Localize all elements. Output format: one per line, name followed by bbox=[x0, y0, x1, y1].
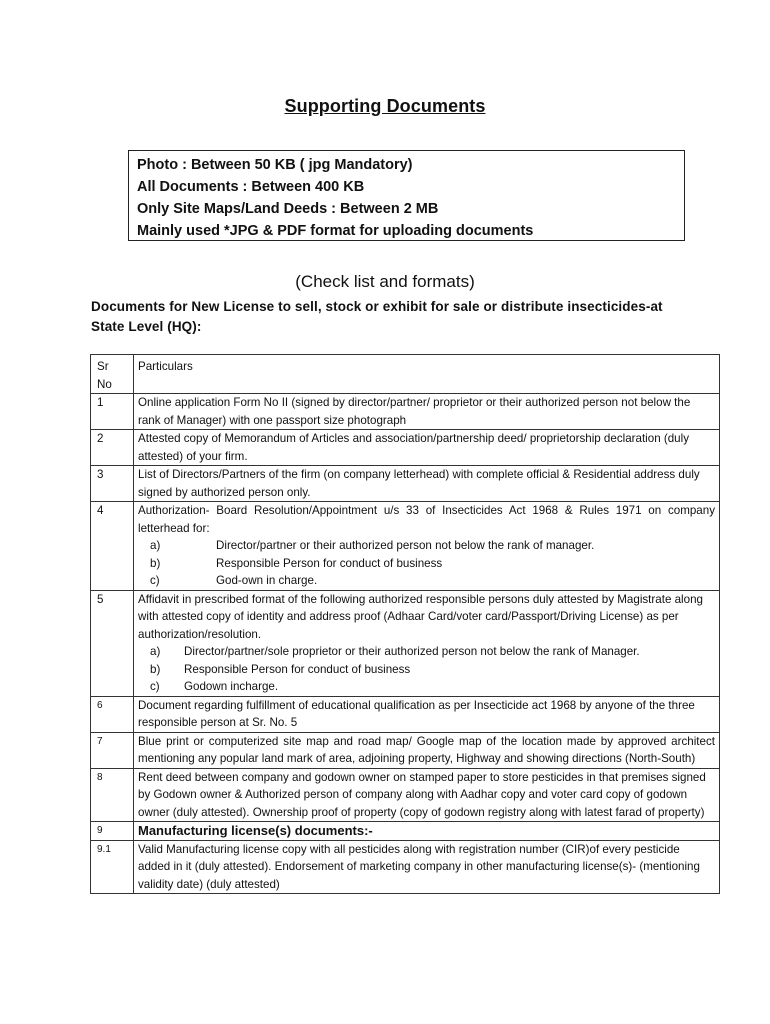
row-sr: 8 bbox=[91, 768, 134, 822]
sub-item bbox=[138, 555, 715, 573]
sub-item bbox=[138, 678, 715, 696]
sub-item-text: Director/partner or their authorized person not below the rank of manager. bbox=[216, 539, 595, 552]
row-text: Authorization- Board Resolution/Appointment u/s 33 of Insecticides Act 1968 & Rules 1971 on company letterhead for: bbox=[138, 504, 715, 535]
sub-item bbox=[138, 537, 715, 555]
documents-checklist-table bbox=[90, 354, 720, 894]
table-header-row bbox=[91, 355, 720, 394]
table-row bbox=[91, 430, 720, 466]
row-particulars: Manufacturing license(s) documents:- bbox=[134, 822, 720, 841]
row-text: Affidavit in prescribed format of the following authorized responsible persons duly attested by Magistrate along with attested copy of identity and address proof (Adhaar Card/voter card/Passport/Driving License) as per authorization/resolution. bbox=[138, 592, 703, 641]
sub-item-key: a) bbox=[150, 539, 161, 552]
row-sr: 9 bbox=[91, 822, 134, 841]
row-sr: 4 bbox=[91, 502, 134, 591]
header-sr-no-text: Sr No bbox=[97, 360, 112, 391]
sub-item-key: a) bbox=[150, 645, 161, 658]
row-sr: 7 bbox=[91, 732, 134, 768]
row-sr: 6 bbox=[91, 696, 134, 732]
row-particulars bbox=[134, 590, 720, 696]
header-particulars-text: Particulars bbox=[138, 360, 193, 373]
row-sr: 1 bbox=[91, 394, 134, 430]
row-particulars: List of Directors/Partners of the firm (on company letterhead) with complete official & Residential address duly signed by authorized person only. bbox=[134, 466, 720, 502]
checklist-subtitle: (Check list and formats) bbox=[295, 272, 475, 291]
sub-item-text: Godown incharge. bbox=[184, 680, 279, 693]
header-particulars bbox=[134, 355, 720, 394]
table-row bbox=[91, 394, 720, 430]
row-particulars: Document regarding fulfillment of educational qualification as per Insecticide act 1968 by anyone of the three responsible person at Sr. No. 5 bbox=[134, 696, 720, 732]
header-sr-no bbox=[91, 355, 134, 394]
photo-size-limit: Photo : Between 50 KB ( jpg Mandatory) bbox=[137, 157, 413, 173]
table-row bbox=[91, 822, 720, 841]
format-note: Mainly used *JPG & PDF format for uploading documents bbox=[137, 223, 534, 239]
sub-item-text: God-own in charge. bbox=[216, 574, 318, 587]
sub-item bbox=[138, 643, 715, 661]
table-row bbox=[91, 840, 720, 894]
document-title: Supporting Documents bbox=[284, 96, 486, 116]
sub-item bbox=[138, 661, 715, 679]
sub-item-key: b) bbox=[150, 556, 161, 570]
documents-size-limit: All Documents : Between 400 KB bbox=[137, 179, 365, 195]
sub-item-key: b) bbox=[150, 662, 161, 676]
sub-item-text: Director/partner/sole proprietor or their authorized person not below the rank of Manager. bbox=[184, 645, 640, 658]
row-particulars: Rent deed between company and godown owner on stamped paper to store pesticides in that premises signed by Godown owner & Authorized person of company along with Aadhar copy and voter card copy of godown owner (duly attested). Ownership proof of property (copy of godown registry along with latest farad of property) bbox=[134, 768, 720, 822]
row-sr: 3 bbox=[91, 466, 134, 502]
table-row bbox=[91, 466, 720, 502]
table-row bbox=[91, 768, 720, 822]
site-maps-size-limit: Only Site Maps/Land Deeds : Between 2 MB bbox=[137, 201, 439, 217]
row-particulars: Valid Manufacturing license copy with all pesticides along with registration number (CIR)of every pesticide added in it (duly attested). Endorsement of marketing company in other manufacturing license(s)- (mentioning validity date) (duly attested) bbox=[134, 840, 720, 894]
sub-item-text: Responsible Person for conduct of business bbox=[216, 556, 443, 570]
row-sr: 5 bbox=[91, 590, 134, 696]
row-particulars: Online application Form No II (signed by director/partner/ proprietor or their authorized person not below the rank of Manager) with one passport size photograph bbox=[134, 394, 720, 430]
table-row bbox=[91, 502, 720, 591]
intro-text: Documents for New License to sell, stock or exhibit for sale or distribute insecticides-at State Level (HQ): bbox=[91, 299, 663, 334]
row-sr: 9.1 bbox=[91, 840, 134, 894]
sub-item-key: c) bbox=[150, 680, 160, 693]
row-particulars: Blue print or computerized site map and road map/ Google map of the location made by approved architect mentioning any popular land mark of area, adjoining property, Highway and showing directions (North-South) bbox=[134, 732, 720, 768]
row-sr: 2 bbox=[91, 430, 134, 466]
row-particulars: Attested copy of Memorandum of Articles and association/partnership deed/ proprietorship declaration (duly attested) of your firm. bbox=[134, 430, 720, 466]
sub-item-text: Responsible Person for conduct of business bbox=[184, 662, 411, 676]
file-size-limits-box bbox=[128, 150, 685, 241]
sub-item-key: c) bbox=[150, 574, 160, 587]
sub-item bbox=[138, 572, 715, 590]
table-row bbox=[91, 732, 720, 768]
table-row bbox=[91, 590, 720, 696]
row-particulars bbox=[134, 502, 720, 591]
table-row bbox=[91, 696, 720, 732]
